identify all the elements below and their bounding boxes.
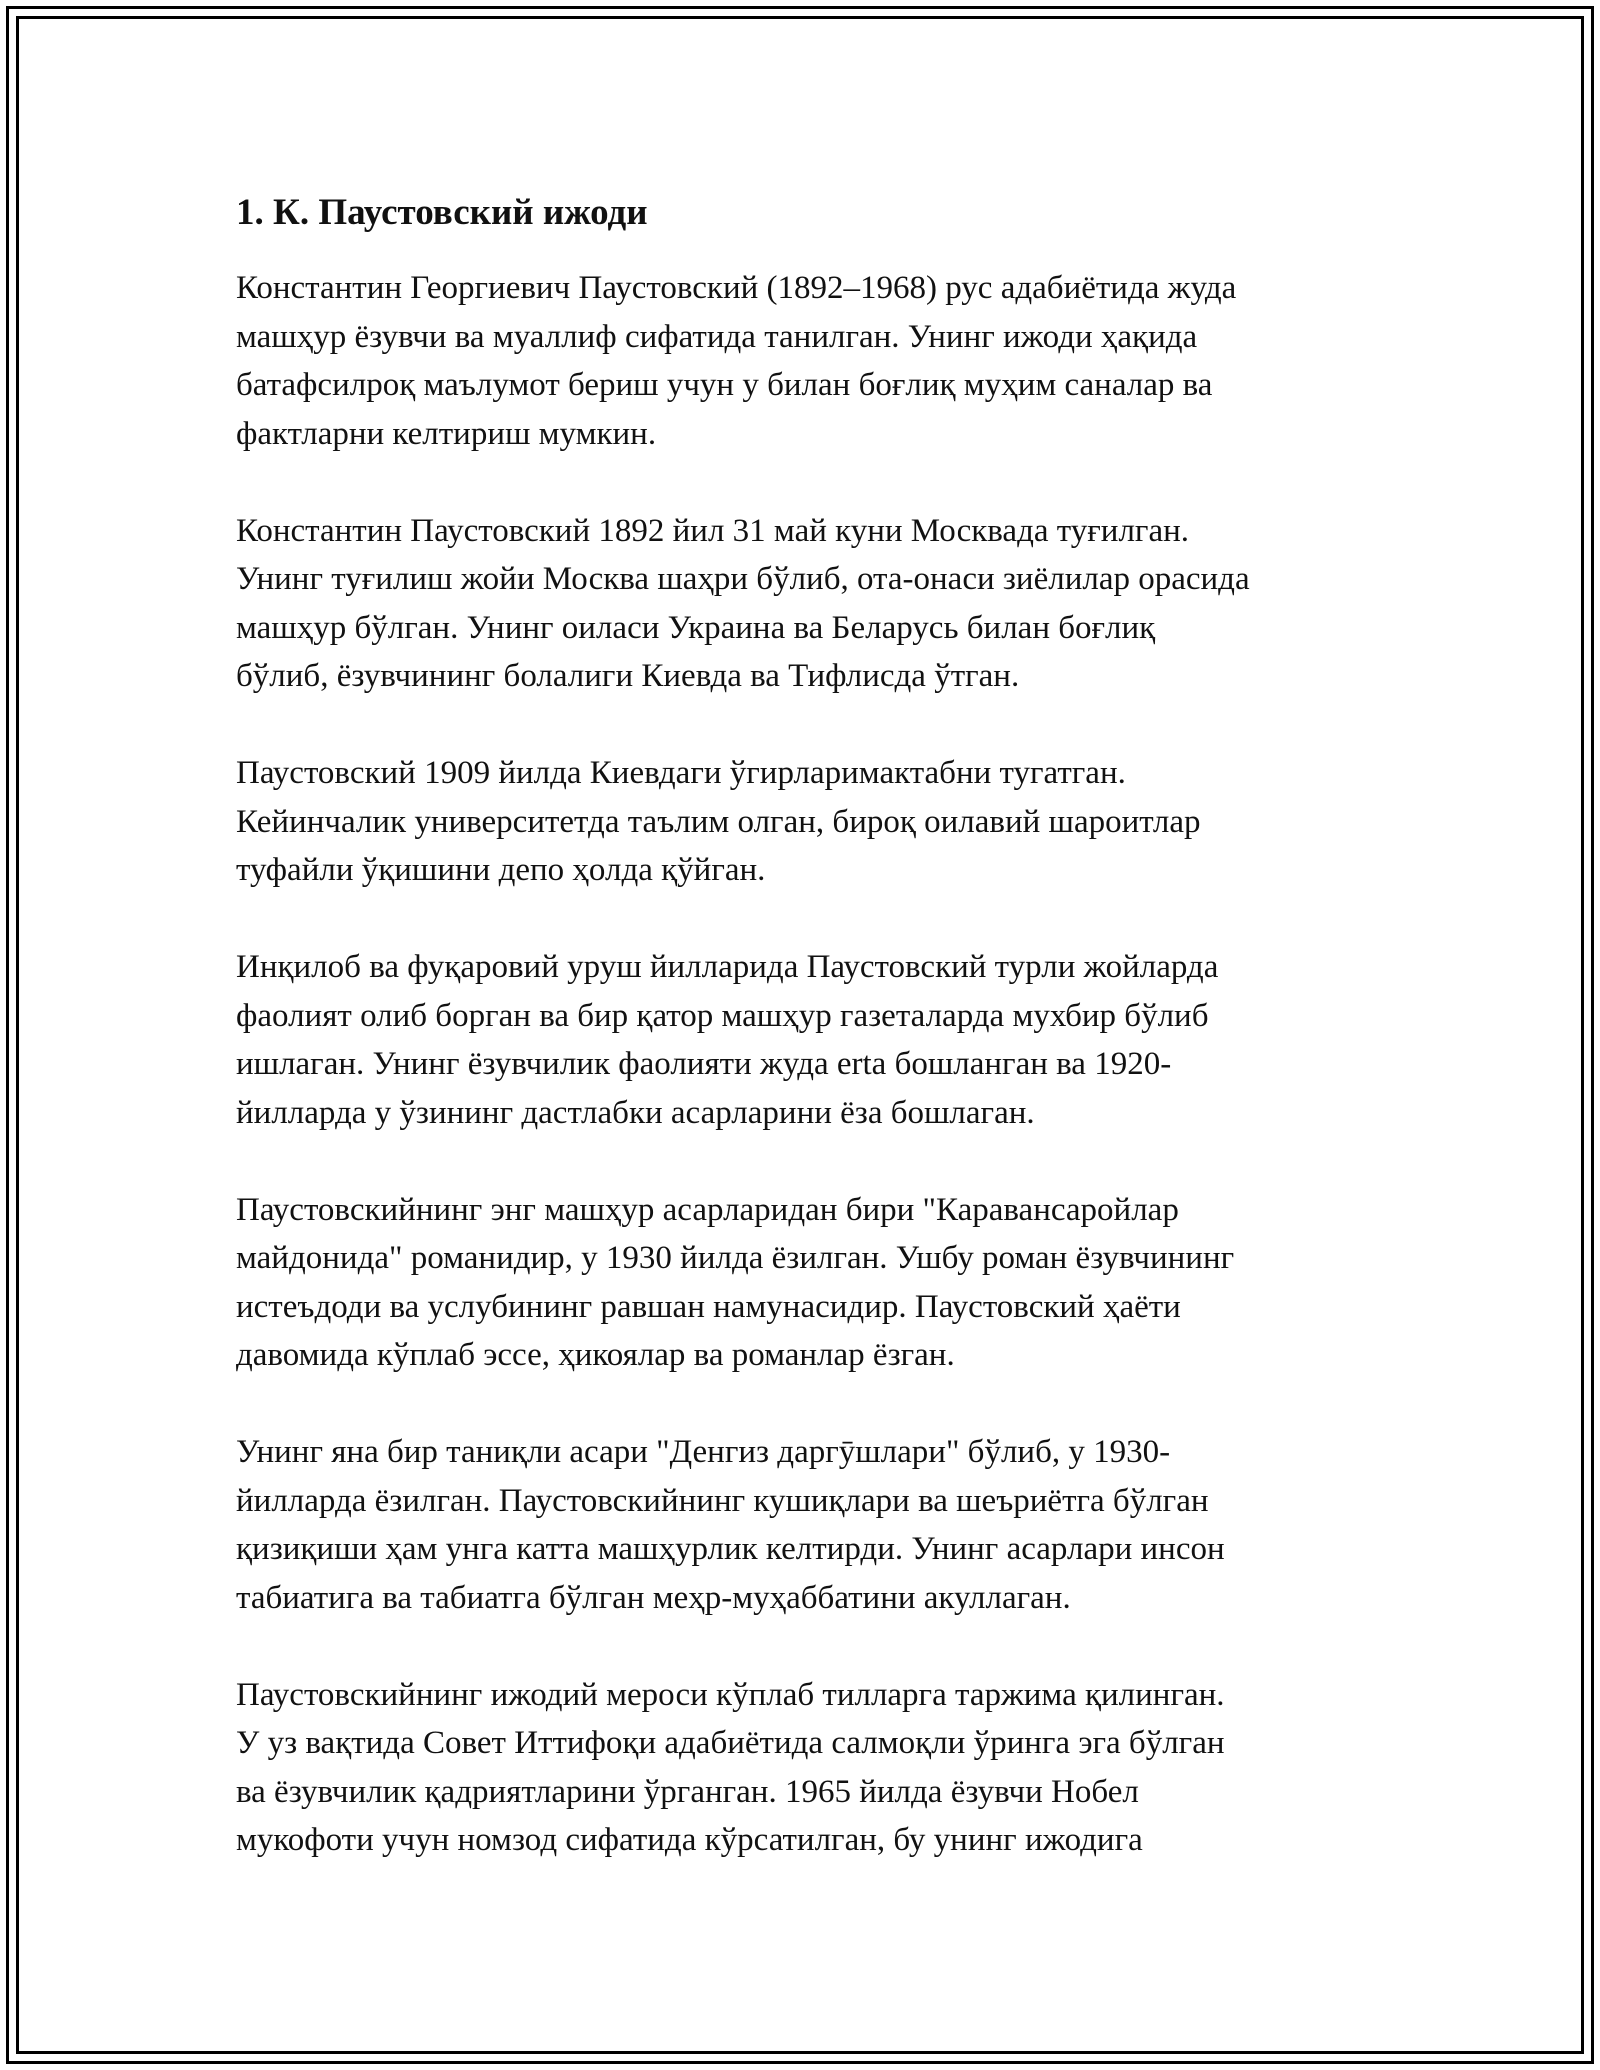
paragraph-education: Паустовский 1909 йилда Киевдаги ўгирларимактабни тугатган. Кейинчалик университетда таълим олган, бироқ оилавий шароитлар туфайли ўқишини депо ҳолда қўйган. xyxy=(236,755,1201,888)
paragraph-famous-work: Паустовскийнинг энг машҳур асарларидан бири "Каравансаройлар майдонида" романидир, у 1930 йилда ёзилган. Ушбу роман ёзувчининг истеъдоди ва услубининг равшан намунасидир. Паустовский ҳаёти давомида кўплаб эссе, ҳикоялар ва романлар ёзган. xyxy=(236,1191,1235,1373)
section-heading: 1. К. Паустовский ижоди xyxy=(236,192,648,233)
paragraph-birth: Константин Паустовский 1892 йил 31 май куни Москвада туғилган. Унинг туғилиш жойи Москва шаҳри бўлиб, ота-онаси зиёлилар орасида машҳур бўлган. Унинг оиласи Украина ва Беларусь билан боғлиқ бўлиб, ёзувчининг болалиги Киевда ва Тифлисда ўтган. xyxy=(236,512,1250,694)
paragraph-revolution: Инқилоб ва фуқаровий уруш йилларида Паустовский турли жойларда фаолият олиб борган ва бир қатор машҳур газеталарда мухбир бўлиб ишлаган. Унинг ёзувчилик фаолияти жуда erta бошланган ва 1920- йилларда у ўзининг дастлабки асарларини ёза бошлаган. xyxy=(236,949,1219,1131)
paragraph-legacy: Паустовскийнинг ижодий мероси кўплаб тилларга таржима қилинган. У уз вақтида Совет Иттифоқи адабиётида салмоқли ўринга эга бўлган ва ёзувчилик қадриятларини ўрганган. 1965 йилда ёзувчи Нобел мукофоти учун номзод сифатида кўрсатилган, бу унинг ижодига xyxy=(236,1676,1225,1858)
paragraph-another-work: Унинг яна бир таниқли асари "Денгиз даргӯшлари" бўлиб, у 1930- йилларда ёзилган. Паустовскийнинг кушиқлари ва шеъриётга бўлган қизиқиши ҳам унга катта машҳурлик келтирди. Унинг асарлари инсон табиатига ва табиатга бўлган меҳр-муҳаббатини акуллаган. xyxy=(236,1434,1225,1616)
document-body xyxy=(236,188,1376,1913)
paragraph-intro: Константин Георгиевич Паустовский (1892–1968) рус адабиётида жуда машҳур ёзувчи ва муаллиф сифатида танилган. Унинг ижоди ҳақида батафсилроқ маълумот бериш учун у билан боғлиқ муҳим саналар ва фактларни келтириш мумкин. xyxy=(236,270,1237,452)
